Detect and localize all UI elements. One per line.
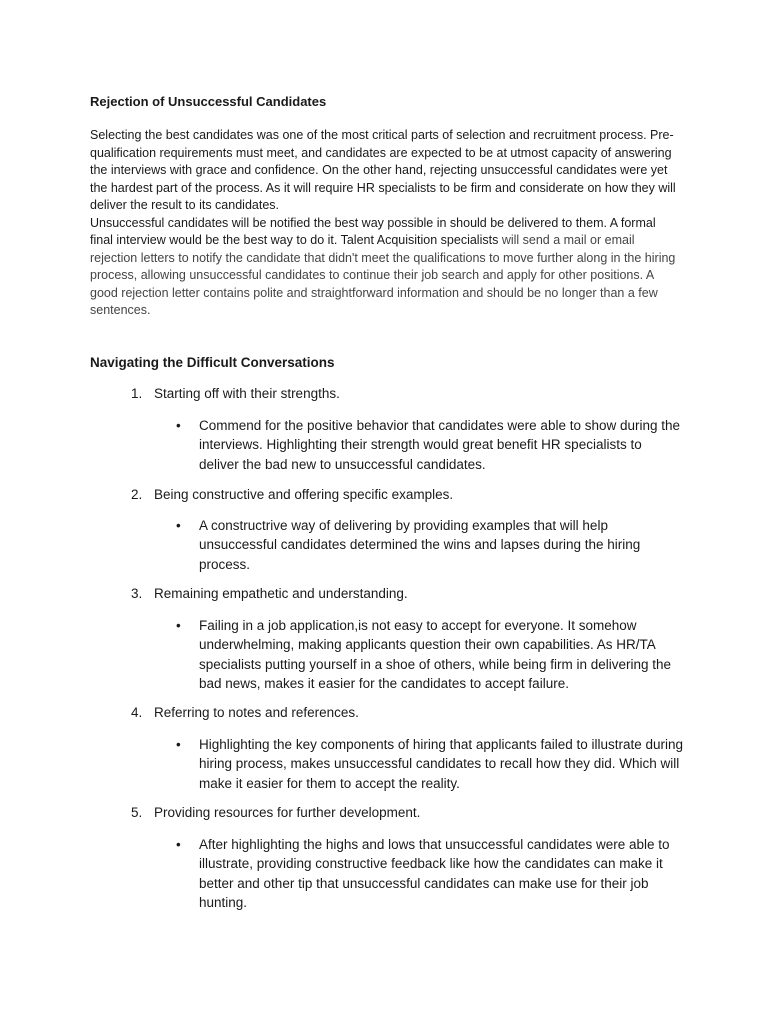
- bullet-icon: •: [176, 418, 181, 433]
- list-item-number: 4.: [131, 705, 143, 720]
- intro-paragraph-2-part-a: Unsuccessful candidates will be notified the best way possible in should be delivered to them. A formal final interview would be the best way to do it. Talent Acquisition specialists: [90, 215, 656, 247]
- bullet-icon: •: [176, 837, 181, 852]
- list-item-bullet: Highlighting the key components of hiring that applicants failed to illustrate during hiring process, makes unsuccessful candidates to recall how they did. Which will make it easier for them to accept the reality.: [199, 737, 684, 791]
- intro-paragraph-2: [90, 215, 680, 320]
- bullet-icon: •: [176, 737, 181, 752]
- list-item-number: 2.: [131, 487, 143, 502]
- list-item-bullet: After highlighting the highs and lows that unsuccessful candidates were able to illustrate, providing constructive feedback like how the candidates can make it better and other tip that unsuccessful candidates can make use for their job hunting.: [199, 837, 670, 910]
- list-item-heading: Being constructive and offering specific examples.: [154, 487, 454, 502]
- list-item-heading: Providing resources for further development.: [154, 805, 421, 820]
- intro-paragraph-1: Selecting the best candidates was one of the most critical parts of selection and recruitment process. Pre-qualification requirements must meet, and candidates are expected to be at utmost capacity of answering the interviews with grace and confidence. On the other hand, rejecting unsuccessful candidates were yet the hardest part of the process. As it will require HR specialists to be firm and considerate on how they will deliver the result to its candidates.: [90, 128, 676, 212]
- document-title: Rejection of Unsuccessful Candidates: [90, 94, 327, 109]
- list-item-number: 5.: [131, 805, 143, 820]
- intro-section: [90, 127, 680, 320]
- list-item-bullet: A constructrive way of delivering by providing examples that will help unsuccessful candidates determined the wins and lapses during the hiring process.: [199, 518, 641, 572]
- list-item-number: 1.: [131, 386, 143, 401]
- intro-paragraph-2-part-b: will send a mail or email rejection letters to notify the candidate that didn't meet the qualifications to move further along in the hiring process, allowing unsuccessful candidates to continue their job search and apply for other positions. A good rejection letter contains polite and straightforward information and should be no longer than a few sentences.: [90, 233, 676, 317]
- list-item-heading: Referring to notes and references.: [154, 705, 359, 720]
- list-item-heading: Remaining empathetic and understanding.: [154, 586, 408, 601]
- bullet-icon: •: [176, 518, 181, 533]
- list-item-bullet: Failing in a job application,is not easy to accept for everyone. It somehow underwhelming, making applicants question their own capabilities. As HR/TA specialists putting yourself in a shoe of others, while being firm in delivering the bad news, makes it easier for the candidates to accept failure.: [199, 618, 671, 691]
- section-heading: Navigating the Difficult Conversations: [90, 355, 335, 370]
- list-item-number: 3.: [131, 586, 143, 601]
- list-item-bullet: Commend for the positive behavior that candidates were able to show during the interviews. Highlighting their strength would great benefit HR specialists to deliver the bad new to unsuccessful candidates.: [199, 418, 681, 472]
- bullet-icon: •: [176, 618, 181, 633]
- list-item-heading: Starting off with their strengths.: [154, 386, 340, 401]
